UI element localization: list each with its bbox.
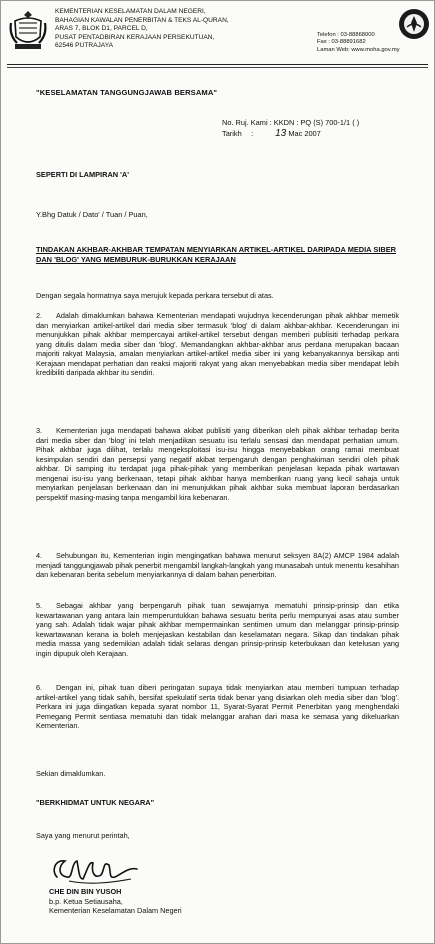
letterhead-contact	[317, 32, 400, 54]
fax-text: Fax : 03-88891682	[317, 39, 366, 46]
paragraph-number: 5.	[36, 601, 43, 610]
paragraph-text: Sehubungan itu, Kementerian ingin mengingatkan bahawa menurut seksyen 8A(2) AMCP 1984 adalah menjadi tanggungjawab pihak penerbit mengambil langkah-langkah yang munasabah untuk menentu kesahihan dan kebenaran berita sebelum menyiarkannya di dalam bahan penerbitan.	[36, 551, 399, 580]
paragraph-number: 2.	[36, 311, 43, 320]
date-month-year: Mac 2007	[288, 129, 321, 138]
paragraph-text: Kementerian juga mendapati bahawa akibat publisiti yang diberikan oleh pihak akhbar terhadap berita dari media siber dan 'blog' ini telah menjadikan sesuatu isu terlalu sensasi dan mendapat perhatian umum. Pihak akhbar juga dilihat, terlalu mengeksploitasi isu-isu hingga menyebabkan orang ramai membuat kesimpulan sendiri dan persepsi yang negatif akibat terpengaruh dengan penghakiman sendiri oleh pihak akhbar. Di samping itu terdapat juga pihak-pihak yang memberikan penjelasan kepada pihak wartawan mengenai isu-isu yang berkenaan, tetapi pihak akhbar hanya memberikan ruang yang kecil sahaja untuk menyiarkan penjelasan berkenaan dan ini menunjukkan pihak akhbar suka membuat laporan berdasarkan perspektif masing-masing tanpa mengambil kira kebenaran.	[36, 426, 399, 502]
paragraph-3	[36, 426, 399, 502]
paragraph-2	[36, 311, 399, 378]
handwritten-signature	[49, 849, 144, 889]
letterhead-divider-thin	[7, 67, 428, 68]
reference-block	[222, 117, 359, 139]
paragraph-number: 6.	[36, 683, 43, 692]
website-text: Laman Web: www.moha.gov.my	[317, 46, 400, 53]
closing-line: Sekian dimaklumkan.	[36, 769, 106, 778]
ministry-emblem-logo	[397, 7, 431, 41]
letterhead-line: 62546 PUTRAJAYA	[55, 42, 114, 50]
intro-paragraph: Dengan segala hormatnya saya merujuk kepada perkara tersebut di atas.	[36, 291, 274, 300]
top-motto: "KESELAMATAN TANGGUNGJAWAB BERSAMA"	[36, 88, 218, 97]
paragraph-text: Adalah dimaklumkan bahawa Kementerian mendapati wujudnya kecenderungan pihak akhbar memetik dan menyiarkan artikel-artikel dari media siber termasuk 'blog' di dalam akhbar-akhbar. Kecenderungan ini menunjukkan pihak akhbar mempercayai artikel-artikel tersebut dengan memberi publisiti terhadap perkara yang ditulis dalam media siber dan 'blog'. Memandangkan akhbar-akhbar arus perdana merupakan bacaan majoriti rakyat Malaysia, amalan menyiarkan artikel-artikel media siber ini yang kebanyakannya bersikap anti Kerajaan mendapat perhatian dan reaksi majoriti rakyat yang akan menyebabkan media siber mendapat lebih kredibiliti daripada akhbar itu sendiri.	[36, 311, 399, 378]
sign-off: Saya yang menurut perintah,	[36, 831, 130, 840]
signatory-block	[49, 887, 182, 916]
reference-label: No. Ruj. Kami	[222, 118, 268, 127]
attachment-note: SEPERTI DI LAMPIRAN 'A'	[36, 170, 130, 179]
date-label: Tarikh	[222, 129, 242, 138]
malaysia-coat-of-arms-logo	[9, 9, 47, 51]
reference-value: : KKDN : PQ (S) 700-1/1 ( )	[269, 118, 360, 127]
letterhead-line: KEMENTERIAN KESELAMATAN DALAM NEGERI,	[55, 8, 206, 15]
letterhead-divider	[7, 64, 428, 65]
reference-row	[222, 117, 359, 128]
date-separator: :	[251, 129, 254, 138]
paragraph-text: Dengan ini, pihak tuan diberi peringatan supaya tidak menyiarkan atau memberi tumpuan terhadap artikel-artikel yang tidak sahih, bersifat spekulatif serta tidak benar yang disiarkan oleh media siber dan 'blog'. Perkara ini juga diingatkan kepada syarat nombor 11, Syarat-Syarat Permit Penerbitan yang menghendaki Pemegang Permit sentiasa mematuhi dan tidak melanggar arahan dari masa ke semasa yang dikeluarkan Kementerian.	[36, 683, 399, 731]
salutation: Y.Bhg Datuk / Dato' / Tuan / Puan,	[36, 210, 148, 219]
paragraph-4	[36, 551, 399, 580]
paragraph-6	[36, 683, 399, 731]
signatory-title: b.p. Ketua Setiausaha,	[49, 896, 123, 906]
date-day-handwritten: 13	[275, 128, 287, 139]
letterhead-line: PUSAT PENTADBIRAN KERAJAAN PERSEKUTUAN,	[55, 33, 215, 41]
phone-text: Telefon : 03-88868000	[317, 32, 375, 38]
date-row	[222, 128, 359, 139]
paragraph-text: Sebagai akhbar yang berpengaruh pihak tuan sewajarnya mematuhi prinsip-prinsip dan etika kewartawanan yang antara lain memperuntukkan bahawa sesuatu berita perlu mempunyai asas atau sumber yang sah. Adalah tidak wajar pihak akhbar mempermainkan sentimen umum dan melanggar prinsip-prinsip kewartawanan kerana ia boleh menjejaskan kestabilan dan keselamatan negara. Sikap dan tindakan pihak media massa yang sedemikian adalah tidak selaras dengan prinsip-prinsip keterbukaan dan ketelusan yang ingin dipupuk oleh Kerajaan.	[36, 601, 399, 658]
letterhead-line: ARAS 7, BLOK D1, PARCEL D,	[55, 25, 148, 33]
letterhead-address	[55, 8, 305, 51]
paragraph-5	[36, 601, 399, 658]
signatory-name: CHE DIN BIN YUSOH	[49, 887, 122, 896]
paragraph-number: 3.	[36, 426, 43, 435]
letterhead-line: BAHAGIAN KAWALAN PENERBITAN & TEKS AL-QURAN,	[55, 16, 229, 24]
signatory-organisation: Kementerian Keselamatan Dalam Negeri	[49, 906, 182, 916]
bottom-motto: "BERKHIDMAT UNTUK NEGARA"	[36, 798, 155, 807]
paragraph-number: 4.	[36, 551, 43, 560]
subject-heading: TINDAKAN AKHBAR-AKHBAR TEMPATAN MENYIARKAN ARTIKEL-ARTIKEL DARIPADA MEDIA SIBER DAN 'BLOG' YANG MEMBURUK-BURUKKAN KERAJAAN	[36, 245, 396, 264]
